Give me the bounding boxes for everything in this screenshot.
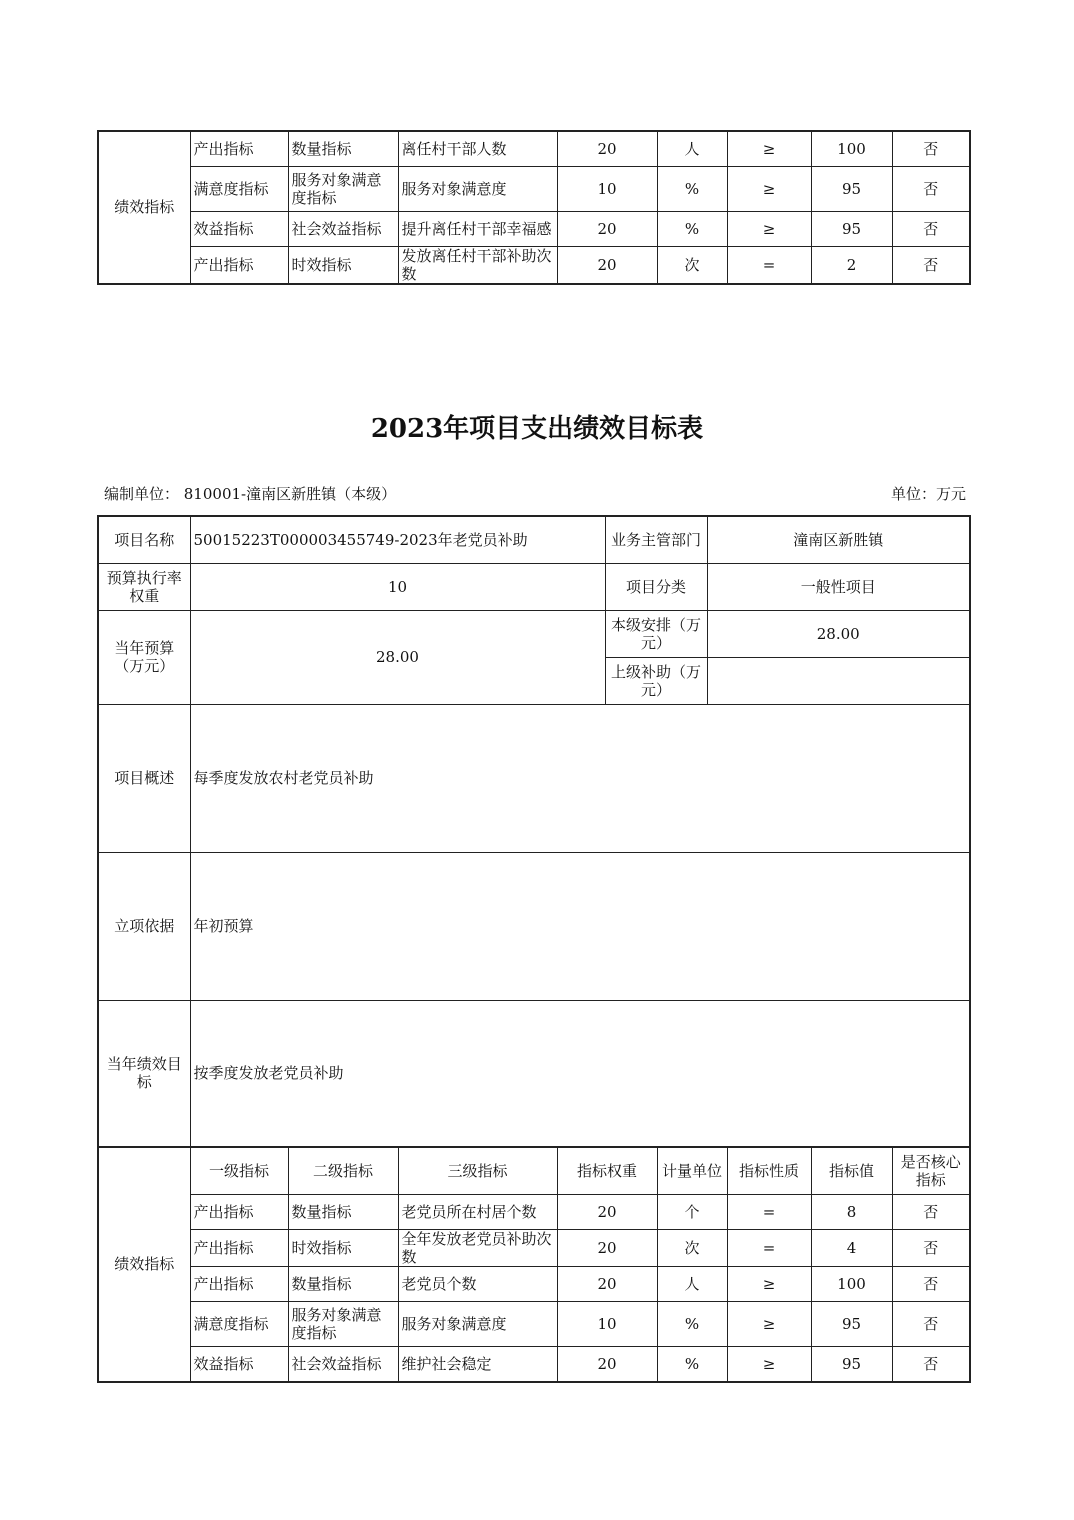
table-row [98, 1195, 970, 1230]
column-header: 是否核心指标 [892, 1147, 970, 1195]
goal: 按季度发放老党员补助 [190, 1000, 970, 1147]
table-cell: = [727, 1230, 811, 1267]
column-header: 指标值 [811, 1147, 892, 1195]
table-cell: = [727, 246, 811, 284]
table-cell: 产出指标 [190, 1195, 288, 1230]
section-label: 绩效指标 [98, 1147, 190, 1382]
column-header: 三级指标 [398, 1147, 557, 1195]
table-cell: 95 [811, 1347, 892, 1382]
budget: 28.00 [190, 610, 605, 704]
table-cell: 否 [892, 131, 970, 166]
table-cell: % [657, 211, 727, 246]
table-cell: 10 [557, 1302, 657, 1347]
table-cell: ≥ [727, 1267, 811, 1302]
table-cell: 20 [557, 246, 657, 284]
table-cell: 100 [811, 1267, 892, 1302]
table-row [98, 1267, 970, 1302]
column-header: 指标权重 [557, 1147, 657, 1195]
table-cell: 数量指标 [288, 131, 398, 166]
table-cell: 老党员个数 [398, 1267, 557, 1302]
project-name-label: 项目名称 [98, 516, 190, 563]
table-cell: 否 [892, 1230, 970, 1267]
table-cell: 服务对象满意度 [398, 166, 557, 211]
table-cell: = [727, 1195, 811, 1230]
table-cell: 95 [811, 166, 892, 211]
table-cell: 100 [811, 131, 892, 166]
table-cell: 4 [811, 1230, 892, 1267]
basis: 年初预算 [190, 852, 970, 1000]
table-cell: 社会效益指标 [288, 211, 398, 246]
table-cell: 人 [657, 131, 727, 166]
table-cell: 20 [557, 211, 657, 246]
table-cell: 8 [811, 1195, 892, 1230]
table-cell: % [657, 1302, 727, 1347]
table-row [98, 1347, 970, 1382]
upper-label: 上级补助（万元） [605, 657, 707, 704]
weight: 10 [190, 563, 605, 610]
table-cell: 全年发放老党员补助次数 [398, 1230, 557, 1267]
table-cell: 发放离任村干部补助次数 [398, 246, 557, 284]
upper [707, 657, 970, 704]
table-cell: 时效指标 [288, 1230, 398, 1267]
table-cell: 20 [557, 1347, 657, 1382]
header-row [98, 1147, 970, 1195]
previous-metrics-table [97, 130, 971, 285]
table-cell: 95 [811, 211, 892, 246]
table-cell: 95 [811, 1302, 892, 1347]
category: 一般性项目 [707, 563, 970, 610]
table-cell: 20 [557, 131, 657, 166]
table-cell: 否 [892, 1195, 970, 1230]
table-row [98, 211, 970, 246]
table-cell: 人 [657, 1267, 727, 1302]
table-cell: 离任村干部人数 [398, 131, 557, 166]
table-cell: 老党员所在村居个数 [398, 1195, 557, 1230]
table-cell: 否 [892, 1302, 970, 1347]
table-row [98, 131, 970, 166]
table-cell: 否 [892, 211, 970, 246]
dept-label: 业务主管部门 [605, 516, 707, 563]
basis-label: 立项依据 [98, 852, 190, 1000]
table-cell: 提升离任村干部幸福感 [398, 211, 557, 246]
dept: 潼南区新胜镇 [707, 516, 970, 563]
table-cell: 20 [557, 1230, 657, 1267]
table-cell: 产出指标 [190, 1267, 288, 1302]
table-cell: 产出指标 [190, 1230, 288, 1267]
table-cell: 数量指标 [288, 1195, 398, 1230]
budget-label: 当年预算（万元） [98, 610, 190, 704]
table-cell: 时效指标 [288, 246, 398, 284]
table-cell: 20 [557, 1195, 657, 1230]
goal-label: 当年绩效目标 [98, 1000, 190, 1147]
table-cell: 20 [557, 1267, 657, 1302]
overview-label: 项目概述 [98, 704, 190, 852]
table-cell: 数量指标 [288, 1267, 398, 1302]
table-cell: 2 [811, 246, 892, 284]
table-cell: 满意度指标 [190, 166, 288, 211]
column-header: 一级指标 [190, 1147, 288, 1195]
table-cell: 满意度指标 [190, 1302, 288, 1347]
table-cell: 次 [657, 246, 727, 284]
table-cell: 效益指标 [190, 211, 288, 246]
table-cell: % [657, 1347, 727, 1382]
category-label: 项目分类 [605, 563, 707, 610]
table-cell: ≥ [727, 1302, 811, 1347]
table-cell: 10 [557, 166, 657, 211]
section-label: 绩效指标 [98, 131, 190, 284]
local: 28.00 [707, 610, 970, 657]
column-header: 二级指标 [288, 1147, 398, 1195]
table-cell: ≥ [727, 211, 811, 246]
overview: 每季度发放农村老党员补助 [190, 704, 970, 852]
table-cell: 否 [892, 1347, 970, 1382]
table-cell: 产出指标 [190, 246, 288, 284]
table-row [98, 1230, 970, 1267]
table-row [98, 1302, 970, 1347]
page-title: 2023年项目支出绩效目标表 [370, 414, 704, 444]
project-info-table [97, 515, 971, 1148]
table-cell: ≥ [727, 1347, 811, 1382]
table-cell: ≥ [727, 166, 811, 211]
table-row [98, 166, 970, 211]
table-row [98, 246, 970, 284]
column-header: 指标性质 [727, 1147, 811, 1195]
table-cell: 维护社会稳定 [398, 1347, 557, 1382]
local-label: 本级安排（万元） [605, 610, 707, 657]
table-cell: % [657, 166, 727, 211]
table-cell: 效益指标 [190, 1347, 288, 1382]
table-cell: 服务对象满意度 [398, 1302, 557, 1347]
org-label: 编制单位： 810001-潼南区新胜镇（本级） [104, 485, 397, 503]
table-cell: 否 [892, 166, 970, 211]
table-cell: ≥ [727, 131, 811, 166]
column-header: 计量单位 [657, 1147, 727, 1195]
table-cell: 服务对象满意度指标 [288, 166, 398, 211]
table-cell: 否 [892, 1267, 970, 1302]
table-cell: 服务对象满意度指标 [288, 1302, 398, 1347]
table-cell: 否 [892, 246, 970, 284]
project-name: 50015223T000003455749-2023年老党员补助 [190, 516, 605, 563]
weight-label: 预算执行率权重 [98, 563, 190, 610]
metrics-table [97, 1146, 971, 1383]
table-cell: 产出指标 [190, 131, 288, 166]
table-cell: 社会效益指标 [288, 1347, 398, 1382]
unit-label: 单位：万元 [890, 485, 966, 503]
table-cell: 个 [657, 1195, 727, 1230]
table-cell: 次 [657, 1230, 727, 1267]
